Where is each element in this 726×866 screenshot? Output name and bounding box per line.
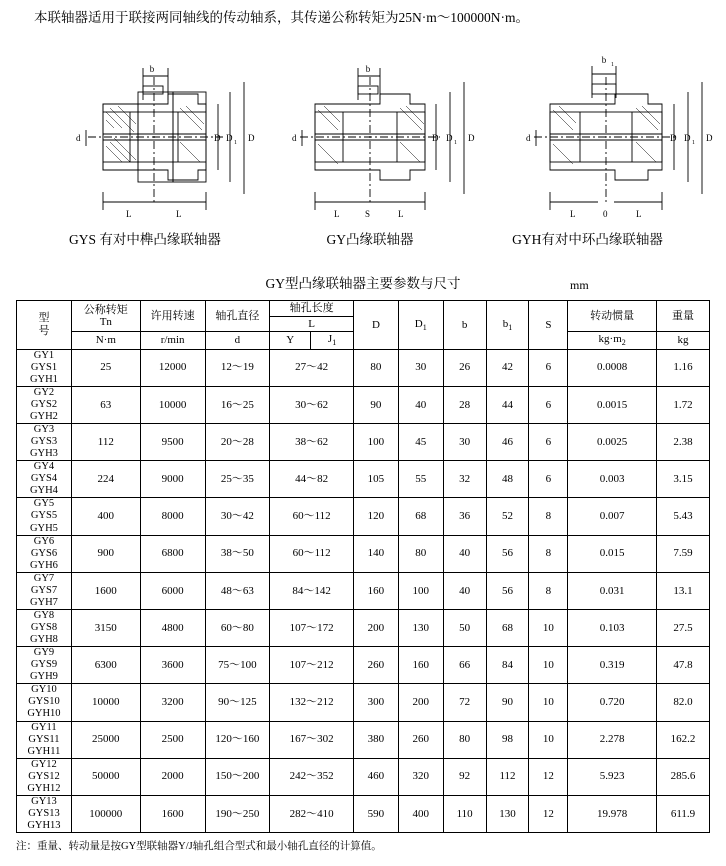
cell-bore-dia: 120～160 <box>205 721 270 758</box>
header-S: S <box>529 301 568 350</box>
model-name: GYS12 <box>28 770 60 782</box>
cell-model <box>17 572 72 609</box>
cell-b: 66 <box>443 647 486 684</box>
cell-b: 36 <box>443 498 486 535</box>
header-bore-dia-symbol: d <box>205 332 270 349</box>
cell-bore-len: 60～112 <box>270 535 354 572</box>
cell-D: 200 <box>353 609 398 646</box>
header-bore-len: 轴孔长度 <box>289 302 334 314</box>
svg-text:d: d <box>526 133 531 143</box>
cell-speed: 4800 <box>140 609 205 646</box>
model-name: GYH3 <box>29 448 58 460</box>
cell-inertia: 0.031 <box>568 572 657 609</box>
cell-speed: 9500 <box>140 424 205 461</box>
cell-D1: 68 <box>398 498 443 535</box>
cell-bore-dia: 90～125 <box>205 684 270 721</box>
cell-model <box>17 535 72 572</box>
cell-b: 30 <box>443 424 486 461</box>
cell-model <box>17 498 72 535</box>
cell-speed: 6000 <box>140 572 205 609</box>
svg-text:D: D <box>670 133 677 143</box>
cell-D: 120 <box>353 498 398 535</box>
cell-torque: 400 <box>71 498 140 535</box>
figure-caption-gyh: GYH有对中环凸缘联轴器 <box>512 232 663 247</box>
cell-b: 80 <box>443 721 486 758</box>
cell-D1: 30 <box>398 349 443 386</box>
cell-weight: 1.16 <box>657 349 710 386</box>
cell-D1: 160 <box>398 647 443 684</box>
header-weight: 重量 <box>672 309 695 322</box>
header-model-line1: 型 <box>38 312 50 325</box>
svg-text:1: 1 <box>234 140 237 146</box>
model-name: GYS8 <box>30 622 58 634</box>
model-name: GYH7 <box>29 596 58 608</box>
header-torque: 公称转矩 <box>83 303 128 316</box>
cell-b1: 48 <box>486 461 529 498</box>
table-row <box>17 535 710 572</box>
cell-D1: 400 <box>398 795 443 832</box>
model-name: GYS5 <box>30 510 58 522</box>
model-name: GYH13 <box>27 820 61 832</box>
header-speed: 许用转速 <box>150 309 195 322</box>
cell-D: 90 <box>353 386 398 423</box>
model-name: GY10 <box>31 684 57 696</box>
model-name: GYH12 <box>27 782 61 794</box>
table-unit-label: mm <box>570 278 589 292</box>
svg-text:b: b <box>365 64 371 74</box>
svg-text:D: D <box>684 133 691 143</box>
cell-D: 100 <box>353 424 398 461</box>
cell-b1: 46 <box>486 424 529 461</box>
cell-speed: 2500 <box>140 721 205 758</box>
table-row <box>17 461 710 498</box>
figure-caption-gy: GY凸缘联轴器 <box>326 232 414 247</box>
model-name: GY3 <box>33 424 55 436</box>
cell-bore-dia: 75～100 <box>205 647 270 684</box>
table-row <box>17 349 710 386</box>
model-name: GYH9 <box>29 671 58 683</box>
svg-text:L: L <box>398 209 404 219</box>
table-row <box>17 758 710 795</box>
svg-text:L: L <box>176 209 182 219</box>
cell-bore-len: 84～142 <box>270 572 354 609</box>
cell-inertia: 0.007 <box>568 498 657 535</box>
cell-bore-len: 107～212 <box>270 647 354 684</box>
cell-bore-len: 30～62 <box>270 386 354 423</box>
header-torque-symbol: Tn <box>99 316 112 329</box>
header-D1: $D_1$ <box>398 301 443 350</box>
cell-bore-dia: 25～35 <box>205 461 270 498</box>
cell-b1: 44 <box>486 386 529 423</box>
cell-inertia: 0.0008 <box>568 349 657 386</box>
cell-model <box>17 461 72 498</box>
cell-model <box>17 349 72 386</box>
table-row <box>17 424 710 461</box>
cell-weight: 7.59 <box>657 535 710 572</box>
model-name: GYS6 <box>30 547 58 559</box>
cell-D: 300 <box>353 684 398 721</box>
cell-b: 32 <box>443 461 486 498</box>
cell-S: 12 <box>529 795 568 832</box>
model-name: GYH5 <box>29 522 58 534</box>
table-row <box>17 721 710 758</box>
intro-paragraph: 本联轴器适用于联接两同轴线的传动轴系，其传递公称转矩为25N·m～100000N·m。 <box>34 10 529 25</box>
cell-bore-len: 282～410 <box>270 795 354 832</box>
cell-b: 28 <box>443 386 486 423</box>
cell-torque: 25000 <box>71 721 140 758</box>
svg-text:d: d <box>292 133 297 143</box>
cell-weight: 2.38 <box>657 424 710 461</box>
cell-b1: 68 <box>486 609 529 646</box>
svg-text:D: D <box>214 133 221 143</box>
figures-row <box>30 42 713 242</box>
cell-b1: 56 <box>486 535 529 572</box>
figure-caption-gys: GYS 有对中榫凸缘联轴器 <box>69 232 221 247</box>
model-name: GYS7 <box>30 584 58 596</box>
cell-torque: 50000 <box>71 758 140 795</box>
model-name: GYH2 <box>29 410 58 422</box>
cell-D: 380 <box>353 721 398 758</box>
cell-bore-dia: 48～63 <box>205 572 270 609</box>
model-name: GY9 <box>33 647 55 659</box>
cell-bore-len: 107～172 <box>270 609 354 646</box>
model-name: GY12 <box>31 758 57 770</box>
cell-speed: 6800 <box>140 535 205 572</box>
table-row <box>17 386 710 423</box>
model-name: GY2 <box>33 386 55 398</box>
cell-torque: 112 <box>71 424 140 461</box>
cell-D1: 55 <box>398 461 443 498</box>
header-speed-unit: r/min <box>140 332 205 349</box>
cell-weight: 162.2 <box>657 721 710 758</box>
cell-D1: 130 <box>398 609 443 646</box>
model-name: GY1 <box>33 349 55 361</box>
cell-bore-dia: 60～80 <box>205 609 270 646</box>
cell-speed: 10000 <box>140 386 205 423</box>
cell-inertia: 19.978 <box>568 795 657 832</box>
cell-bore-dia: 190～250 <box>205 795 270 832</box>
svg-text:0: 0 <box>603 209 608 219</box>
model-name: GYS13 <box>28 807 60 819</box>
cell-inertia: 0.720 <box>568 684 657 721</box>
cell-inertia: 2.278 <box>568 721 657 758</box>
cell-D: 460 <box>353 758 398 795</box>
cell-torque: 1600 <box>71 572 140 609</box>
cell-weight: 27.5 <box>657 609 710 646</box>
cell-S: 10 <box>529 609 568 646</box>
header-bore-len-symbol: L <box>308 317 315 330</box>
cell-b: 72 <box>443 684 486 721</box>
model-name: GYS10 <box>28 696 60 708</box>
table-row <box>17 684 710 721</box>
cell-model <box>17 647 72 684</box>
cell-bore-dia: 150～200 <box>205 758 270 795</box>
table-note: 注：重量、转动量是按GY型联轴器Y/J轴孔组合型式和最小轴孔直径的计算值。 <box>16 841 382 852</box>
cell-torque: 10000 <box>71 684 140 721</box>
model-name: GYS2 <box>30 398 58 410</box>
svg-text:D: D <box>432 133 439 143</box>
cell-S: 8 <box>529 498 568 535</box>
cell-D: 80 <box>353 349 398 386</box>
cell-model <box>17 424 72 461</box>
cell-inertia: 0.0025 <box>568 424 657 461</box>
cell-inertia: 0.0015 <box>568 386 657 423</box>
model-name: GYS4 <box>30 473 58 485</box>
cell-bore-len: 38～62 <box>270 424 354 461</box>
cell-inertia: 5.923 <box>568 758 657 795</box>
cell-D1: 320 <box>398 758 443 795</box>
cell-weight: 5.43 <box>657 498 710 535</box>
cell-inertia: 0.319 <box>568 647 657 684</box>
model-name: GYH11 <box>27 745 61 757</box>
model-name: GY7 <box>33 572 55 584</box>
model-name: GYS11 <box>28 733 60 745</box>
table-row <box>17 647 710 684</box>
cell-weight: 13.1 <box>657 572 710 609</box>
model-name: GYH10 <box>27 708 61 720</box>
cell-bore-len: 27～42 <box>270 349 354 386</box>
cell-D1: 40 <box>398 386 443 423</box>
cell-b1: 98 <box>486 721 529 758</box>
cell-b1: 90 <box>486 684 529 721</box>
model-name: GY11 <box>31 721 57 733</box>
cell-b: 40 <box>443 572 486 609</box>
cell-speed: 8000 <box>140 498 205 535</box>
cell-torque: 3150 <box>71 609 140 646</box>
cell-torque: 100000 <box>71 795 140 832</box>
model-name: GYH6 <box>29 559 58 571</box>
cell-b1: 42 <box>486 349 529 386</box>
cell-S: 6 <box>529 386 568 423</box>
cell-torque: 63 <box>71 386 140 423</box>
table-row <box>17 795 710 832</box>
header-bore-len-Y: Y <box>270 332 311 349</box>
cell-model <box>17 795 72 832</box>
cell-D1: 80 <box>398 535 443 572</box>
cell-S: 12 <box>529 758 568 795</box>
cell-torque: 6300 <box>71 647 140 684</box>
table-title: GY型凸缘联轴器主要参数与尺寸 <box>265 276 461 291</box>
cell-S: 6 <box>529 461 568 498</box>
cell-speed: 2000 <box>140 758 205 795</box>
cell-b: 40 <box>443 535 486 572</box>
cell-b: 26 <box>443 349 486 386</box>
cell-b1: 56 <box>486 572 529 609</box>
cell-D: 140 <box>353 535 398 572</box>
cell-speed: 9000 <box>140 461 205 498</box>
svg-text:b: b <box>149 64 155 74</box>
header-b1: $b_1$ <box>486 301 529 350</box>
svg-text:D: D <box>706 133 713 143</box>
cell-b1: 52 <box>486 498 529 535</box>
cell-model <box>17 758 72 795</box>
figure-gys <box>48 42 268 227</box>
cell-b: 110 <box>443 795 486 832</box>
header-torque-unit: N·m <box>71 332 140 349</box>
svg-text:L: L <box>334 209 340 219</box>
cell-inertia: 0.103 <box>568 609 657 646</box>
svg-text:L: L <box>636 209 642 219</box>
table-row <box>17 609 710 646</box>
header-model-line2: 号 <box>38 324 50 337</box>
cell-S: 6 <box>529 424 568 461</box>
parameters-table <box>16 300 710 833</box>
cell-inertia: 0.015 <box>568 535 657 572</box>
cell-S: 10 <box>529 684 568 721</box>
svg-text:L: L <box>126 209 132 219</box>
cell-bore-len: 167～302 <box>270 721 354 758</box>
table-row <box>17 572 710 609</box>
cell-speed: 3600 <box>140 647 205 684</box>
cell-bore-dia: 12～19 <box>205 349 270 386</box>
header-inertia: 转动惯量 <box>590 309 635 322</box>
svg-text:1: 1 <box>454 140 457 146</box>
svg-text:1: 1 <box>611 62 614 68</box>
cell-D1: 45 <box>398 424 443 461</box>
cell-S: 8 <box>529 572 568 609</box>
cell-S: 8 <box>529 535 568 572</box>
cell-torque: 25 <box>71 349 140 386</box>
svg-text:1: 1 <box>692 140 695 146</box>
header-weight-unit: kg <box>657 332 710 349</box>
cell-D: 260 <box>353 647 398 684</box>
cell-model <box>17 684 72 721</box>
cell-bore-dia: 20～28 <box>205 424 270 461</box>
cell-torque: 224 <box>71 461 140 498</box>
cell-D1: 200 <box>398 684 443 721</box>
cell-S: 10 <box>529 647 568 684</box>
cell-weight: 47.8 <box>657 647 710 684</box>
table-row <box>17 498 710 535</box>
cell-speed: 12000 <box>140 349 205 386</box>
model-name: GY5 <box>33 498 55 510</box>
figure-gy <box>280 42 490 227</box>
cell-model <box>17 386 72 423</box>
cell-D1: 260 <box>398 721 443 758</box>
svg-text:L: L <box>570 209 576 219</box>
cell-bore-dia: 30～42 <box>205 498 270 535</box>
cell-weight: 611.9 <box>657 795 710 832</box>
svg-text:b: b <box>601 55 607 65</box>
cell-D: 105 <box>353 461 398 498</box>
cell-D1: 100 <box>398 572 443 609</box>
header-D: D <box>353 301 398 350</box>
cell-model <box>17 721 72 758</box>
cell-D: 160 <box>353 572 398 609</box>
cell-S: 6 <box>529 349 568 386</box>
svg-text:D: D <box>446 133 453 143</box>
cell-b: 50 <box>443 609 486 646</box>
svg-text:D: D <box>248 133 255 143</box>
cell-bore-len: 44～82 <box>270 461 354 498</box>
cell-weight: 3.15 <box>657 461 710 498</box>
cell-model <box>17 609 72 646</box>
svg-text:D: D <box>468 133 475 143</box>
svg-text:S: S <box>365 209 371 219</box>
model-name: GY8 <box>33 609 55 621</box>
cell-weight: 1.72 <box>657 386 710 423</box>
model-name: GY13 <box>31 795 57 807</box>
svg-text:d: d <box>76 133 81 143</box>
cell-bore-len: 132～212 <box>270 684 354 721</box>
cell-inertia: 0.003 <box>568 461 657 498</box>
model-name: GYS9 <box>30 659 58 671</box>
cell-weight: 82.0 <box>657 684 710 721</box>
cell-weight: 285.6 <box>657 758 710 795</box>
model-name: GY6 <box>33 535 55 547</box>
cell-bore-dia: 38～50 <box>205 535 270 572</box>
header-bore-len-J1: $J_1$ <box>311 332 354 349</box>
cell-S: 10 <box>529 721 568 758</box>
header-inertia-unit: $kg\cdot m_2$ <box>568 332 657 349</box>
cell-b: 92 <box>443 758 486 795</box>
model-name: GY4 <box>33 461 55 473</box>
cell-D: 590 <box>353 795 398 832</box>
figure-gyh <box>500 42 720 227</box>
cell-bore-len: 242～352 <box>270 758 354 795</box>
cell-b1: 84 <box>486 647 529 684</box>
cell-speed: 1600 <box>140 795 205 832</box>
cell-torque: 900 <box>71 535 140 572</box>
model-name: GYH1 <box>29 373 58 385</box>
svg-text:D: D <box>226 133 233 143</box>
cell-speed: 3200 <box>140 684 205 721</box>
model-name: GYH4 <box>29 485 58 497</box>
cell-b1: 112 <box>486 758 529 795</box>
model-name: GYH8 <box>29 634 58 646</box>
header-bore-dia: 轴孔直径 <box>215 309 260 322</box>
header-b: b <box>443 301 486 350</box>
cell-b1: 130 <box>486 795 529 832</box>
model-name: GYS3 <box>30 436 58 448</box>
cell-bore-len: 60～112 <box>270 498 354 535</box>
model-name: GYS1 <box>30 361 58 373</box>
cell-bore-dia: 16～25 <box>205 386 270 423</box>
